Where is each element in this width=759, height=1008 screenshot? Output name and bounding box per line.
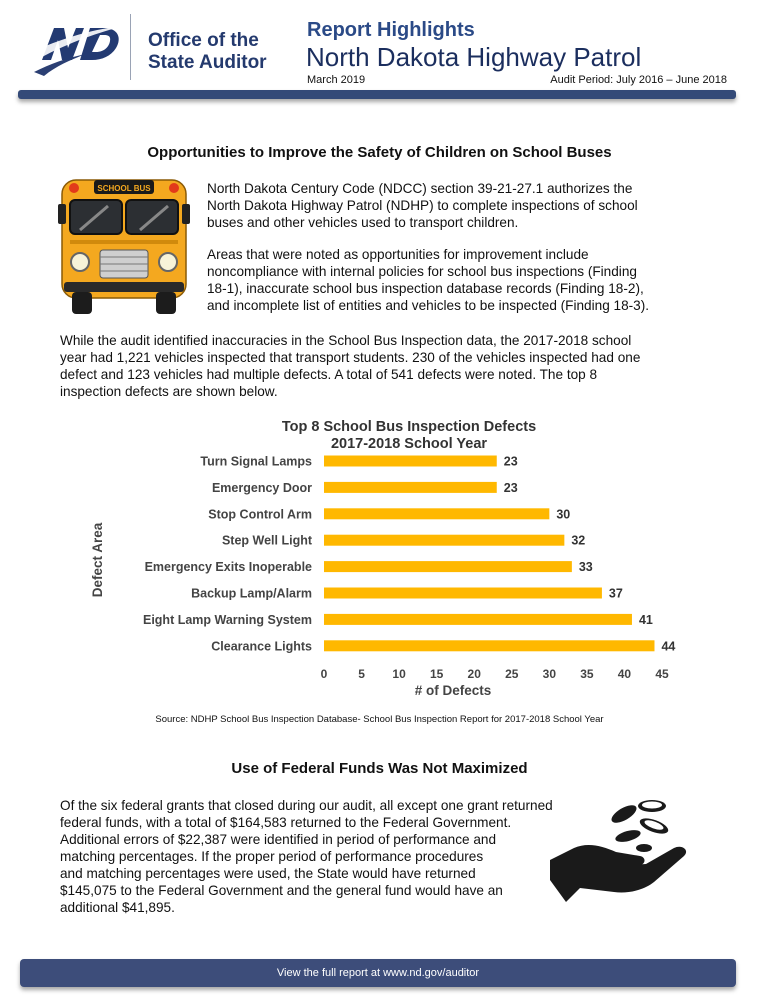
chart-subtitle: 2017-2018 School Year [330, 436, 488, 452]
y-axis-label: Defect Area [90, 522, 105, 598]
defects-bar-chart [0, 440, 759, 710]
office-line-1: Office of the [148, 30, 259, 51]
x-tick-label: 45 [655, 667, 669, 681]
header-bar [18, 90, 736, 99]
section2-title: Use of Federal Funds Was Not Maximized [231, 760, 528, 777]
data-label: 32 [571, 533, 586, 548]
x-tick-label: 20 [467, 667, 481, 681]
x-tick-label: 40 [617, 667, 632, 681]
audit-period: Audit Period: July 2016 – June 2018 [550, 74, 727, 86]
data-label: 30 [556, 507, 571, 522]
category-label: Clearance Lights [211, 639, 312, 654]
chart-bar [324, 535, 564, 546]
x-tick-label: 15 [429, 667, 444, 681]
logo-divider [130, 14, 131, 80]
text-line: defect and 123 vehicles had multiple defects. A total of 541 defects were noted. The top 8 [60, 367, 598, 382]
text-line: federal funds, with a total of $164,583 returned to the Federal Government. [60, 815, 512, 830]
chart-source: Source: NDHP School Bus Inspection Database- School Bus Inspection Report for 2017-2018 School Year [155, 714, 604, 725]
chart-bar [324, 614, 632, 625]
x-tick-label: 30 [542, 667, 557, 681]
chart-bar [324, 482, 497, 493]
office-name [148, 30, 267, 74]
text-line: and matching percentages were used, the State would have returned [60, 866, 476, 881]
chart-bar [324, 508, 549, 519]
text-line: Of the six federal grants that closed during our audit, all except one grant returned [60, 798, 553, 813]
chart-bar [324, 561, 572, 572]
chart-bar [324, 456, 497, 467]
text-line: $145,075 to the Federal Government and the general fund would have an [60, 883, 503, 898]
text-line: 18-1), inaccurate school bus inspection database records (Finding 18-2), [207, 281, 644, 296]
organization-title: North Dakota Highway Patrol [306, 42, 642, 72]
x-tick-label: 10 [392, 667, 406, 681]
hand-coins-icon [544, 790, 694, 910]
nd-logo [20, 14, 128, 80]
bus-sign: SCHOOL BUS [97, 184, 151, 193]
text-line: and incomplete list of entities and vehicles to be inspected (Finding 18-3). [207, 298, 650, 313]
text-line: matching percentages. If the proper period of performance procedures [60, 849, 484, 864]
data-label: 23 [503, 454, 518, 469]
text-line: inspection defects are shown below. [60, 384, 278, 399]
footer-link[interactable]: View the full report at www.nd.gov/auditor [20, 959, 736, 987]
category-label: Emergency Exits Inoperable [144, 560, 312, 575]
hand-coins-image [544, 790, 694, 910]
chart-bar [324, 640, 654, 651]
office-line-2: State Auditor [148, 52, 267, 73]
x-tick-label: 25 [505, 667, 519, 681]
x-tick-label: 0 [320, 667, 328, 681]
section1-paragraph-3 [60, 332, 691, 400]
category-label: Step Well Light [221, 533, 312, 548]
x-tick-label: 5 [358, 667, 365, 681]
text-line: Areas that were noted as opportunities for improvement include [207, 247, 589, 262]
category-label: Emergency Door [211, 480, 312, 495]
school-bus-icon [56, 176, 192, 318]
data-label: 37 [608, 586, 623, 601]
data-label: 33 [578, 560, 593, 575]
section1-paragraph-1 [207, 180, 691, 231]
x-axis-label: # of Defects [414, 683, 492, 698]
section2-paragraph [60, 797, 620, 916]
data-label: 41 [638, 612, 653, 627]
text-line: noncompliance with internal policies for school bus inspections (Finding [207, 264, 637, 279]
report-title: Report Highlights [307, 19, 475, 41]
text-line: North Dakota Century Code (NDCC) section 39-21-27.1 authorizes the [207, 181, 633, 196]
text-line: While the audit identified inaccuracies in the School Bus Inspection data, the 2017-2018 school [60, 333, 632, 348]
data-label: 23 [503, 480, 518, 495]
report-date: March 2019 [307, 74, 366, 86]
text-line: North Dakota Highway Patrol (NDHP) to complete inspections of school [207, 198, 638, 213]
chart-bar [324, 588, 602, 599]
chart-title: Top 8 School Bus Inspection Defects [281, 419, 537, 435]
section1-title: Opportunities to Improve the Safety of Children on School Buses [147, 144, 612, 161]
school-bus-image [56, 176, 192, 318]
category-label: Turn Signal Lamps [200, 454, 312, 469]
text-line: buses and other vehicles used to transport children. [207, 215, 519, 230]
category-label: Eight Lamp Warning System [142, 612, 312, 627]
text-line: Additional errors of $22,387 were identified in period of performance and [60, 832, 497, 847]
category-label: Stop Control Arm [208, 507, 312, 522]
section1-paragraph-2 [207, 246, 691, 314]
text-line: additional $41,895. [60, 900, 175, 915]
text-line: year had 1,221 vehicles inspected that transport students. 230 of the vehicles inspected had one [60, 350, 641, 365]
category-label: Backup Lamp/Alarm [191, 586, 312, 601]
x-tick-label: 35 [580, 667, 594, 681]
nd-logo-icon [20, 14, 128, 80]
data-label: 44 [661, 639, 676, 654]
